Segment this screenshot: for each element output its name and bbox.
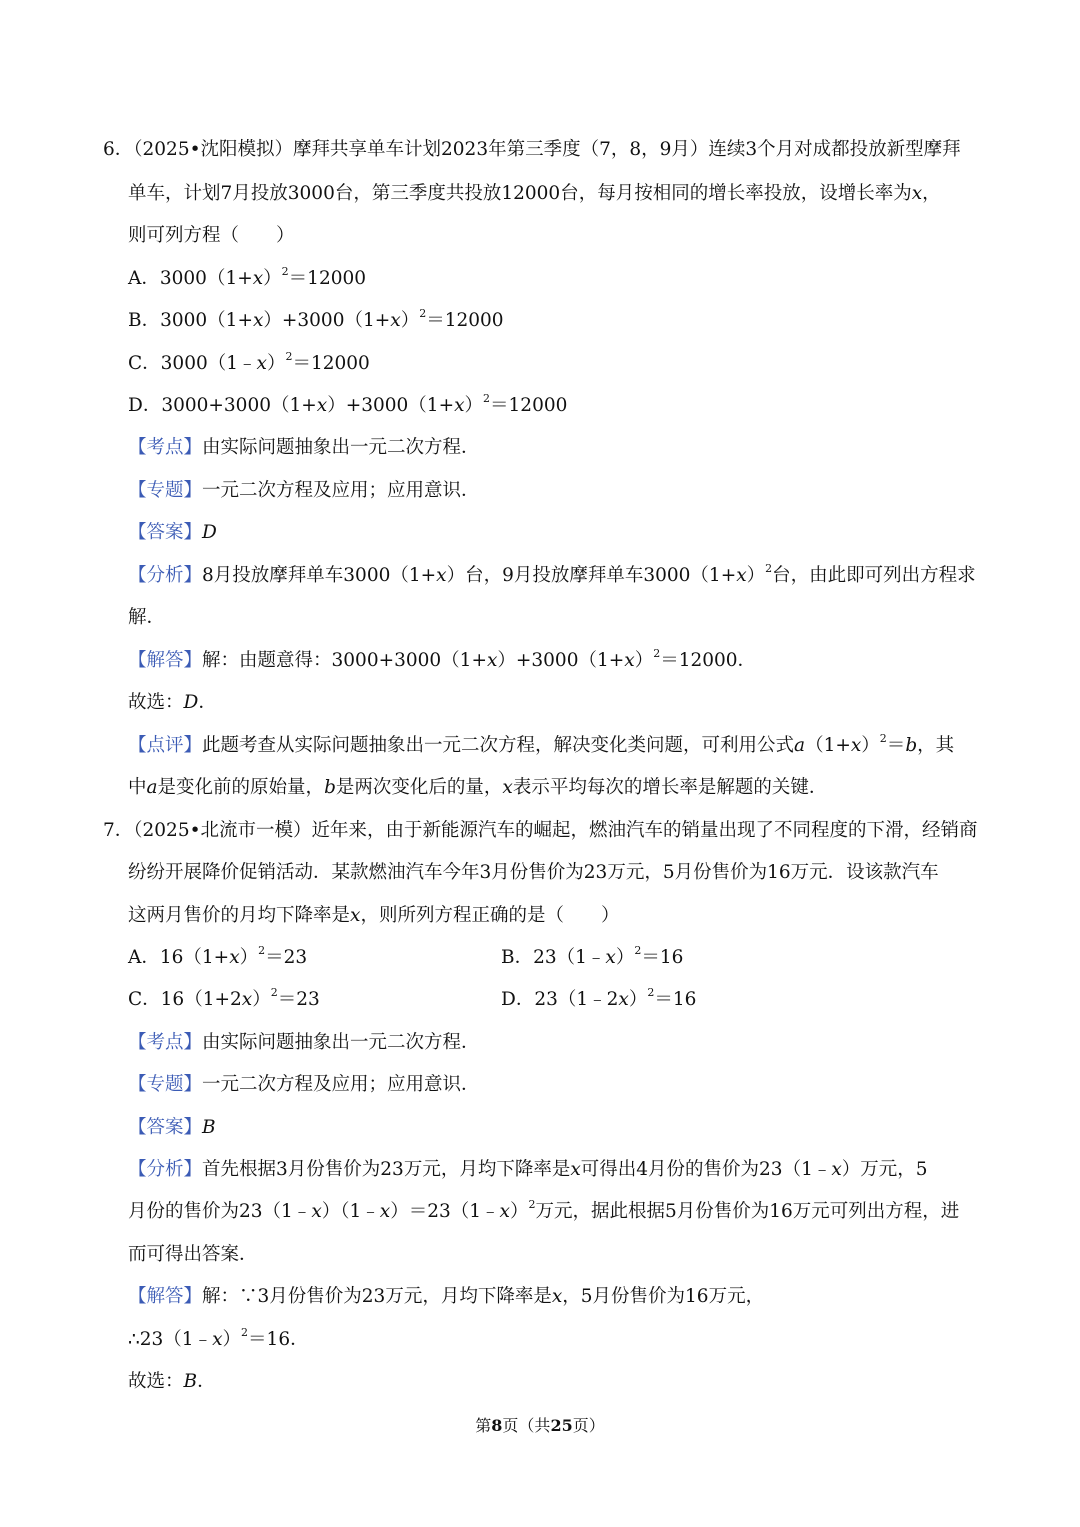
q7-kaodian: 【考点】由实际问题抽象出一元二次方程． <box>128 1032 480 1053</box>
q6-fenxi-line2: 解． <box>128 607 166 628</box>
q7-jieda: 【解答】解：∵3月份售价为23万元，月均下降率是x，5月份售价为16万元， <box>128 1286 765 1307</box>
q7-stem-line1: 7．（2025•北流市一模）近年来，由于新能源汽车的崛起，燃油汽车的销量出现了不同程度的下滑，经销商 <box>103 820 978 841</box>
q7-option-a: A．$16(1+x)^2=23$ <box>128 944 308 968</box>
q7-zhuanti: 【专题】一元二次方程及应用；应用意识． <box>128 1074 480 1095</box>
q6-stem-line2: 单车，计划7月投放3000台，第三季度共投放12000台，每月按相同的增长率投放，设增长率为x， <box>128 183 941 204</box>
page-footer: 第8页（共25页） <box>475 1416 605 1435</box>
q6-option-a: A．$3000(1+x)^2=12000$ <box>128 265 367 289</box>
q7-stem-line2: 纷纷开展降价促销活动．某款燃油汽车今年3月份售价为23万元，5月份售价为16万元．设该款汽车 <box>128 862 939 883</box>
q6-stem-line1: 6．（2025•沈阳模拟）摩拜共享单车计划2023年第三季度（7，8，9月）连续3个月对成都投放新型摩拜 <box>103 139 961 160</box>
q6-stem-line3: 则可列方程（ ） <box>128 225 295 246</box>
q7-therefore: ∴23（1﹣x）$^2$＝16． <box>128 1326 309 1350</box>
q6-kaodian: 【考点】由实际问题抽象出一元二次方程． <box>128 437 480 458</box>
q7-fenxi-line3: 而可得出答案． <box>128 1244 258 1265</box>
q7-option-c: C．$16(1+2x)^2=23$ <box>128 986 320 1010</box>
q6-fenxi-line1: 【分析】8月投放摩拜单车3000（1+x）台，9月投放摩拜单车$3000(1+x)^2$台，由此即可列出方程求 <box>128 562 976 586</box>
q7-guxuan: 故选：B． <box>128 1371 216 1392</box>
q6-jieda: 【解答】解：由题意得：$3000+3000(1+x)+3000(1+x)^2=12000$． <box>128 647 757 671</box>
q7-answer: 【答案】B <box>128 1117 216 1138</box>
q7-option-b: B．23（1﹣x）$^2$＝16 <box>501 944 684 968</box>
q6-dianping-line2: 中a是变化前的原始量，b是两次变化后的量，x表示平均每次的增长率是解题的关键． <box>128 777 828 798</box>
q6-zhuanti: 【专题】一元二次方程及应用；应用意识． <box>128 480 480 501</box>
q7-fenxi-line2: 月份的售价为23（1﹣x）（1﹣x）＝23（1﹣x）$^2$万元，据此根据5月份售价为16万元可列出方程，进 <box>128 1198 960 1222</box>
q7-fenxi-line1: 【分析】首先根据3月份售价为23万元，月均下降率是x可得出4月份的售价为23（1﹣x）万元，5 <box>128 1159 928 1180</box>
q6-option-d: D．$3000+3000(1+x)+3000(1+x)^2=12000$ <box>128 392 568 416</box>
total-page-count: 25 <box>550 1416 573 1435</box>
q7-stem-line3: 这两月售价的月均下降率是x，则所列方程正确的是（ ） <box>128 905 620 926</box>
q6-option-b: B．$3000(1+x)+3000(1+x)^2=12000$ <box>128 307 504 331</box>
q6-answer: 【答案】D <box>128 522 217 543</box>
q7-option-d: D．23（1﹣2x）$^2$＝16 <box>501 986 697 1010</box>
q6-option-c: C．3000（1﹣x）$^2$＝12000 <box>128 350 370 374</box>
current-page-number: 8 <box>491 1416 503 1435</box>
q6-guxuan: 故选：D． <box>128 692 217 713</box>
q6-dianping-line1: 【点评】此题考查从实际问题抽象出一元二次方程，解决变化类问题，可利用公式$a(1+x)^2=b$，其 <box>128 732 955 756</box>
